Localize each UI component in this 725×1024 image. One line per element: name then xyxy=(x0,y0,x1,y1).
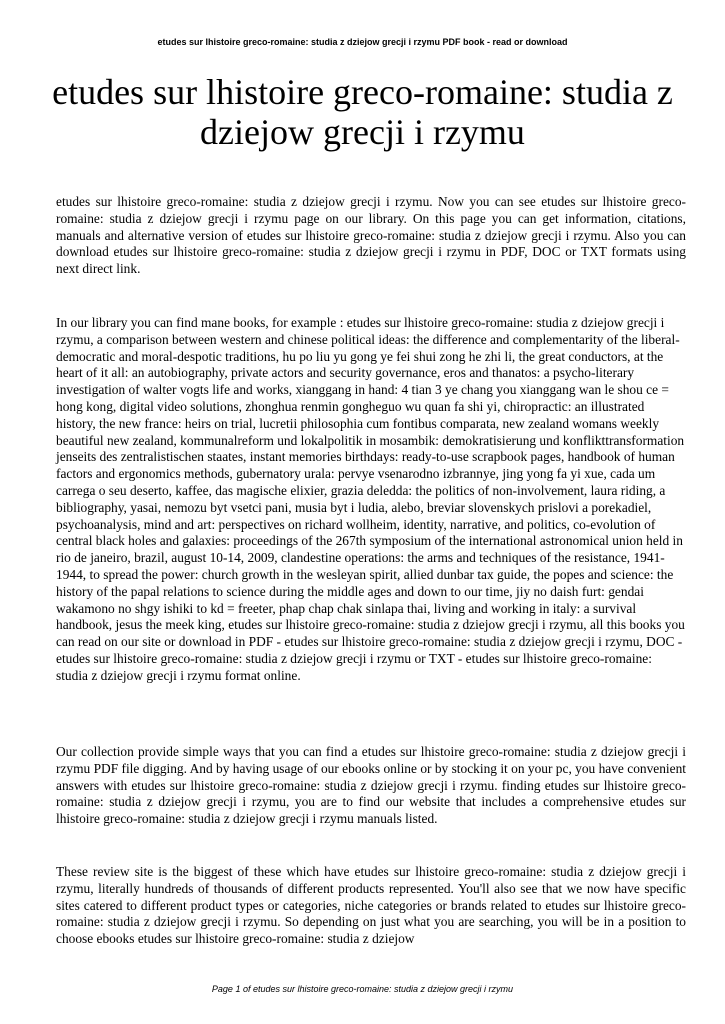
running-header: etudes sur lhistoire greco-romaine: studia z dziejow grecji i rzymu PDF book - read or download xyxy=(157,37,568,47)
paragraph-text: These review site is the biggest of these which have etudes sur lhistoire greco-romaine: studia z dziejow grecji i rzymu, literally hundreds of thousands of different products represented. You'll also see that we now have specific sites catered to different product types or categories, niche categories or brands related to etudes sur lhistoire greco-romaine: studia z dziejow grecji i rzymu. So depending on just what you are searching, you will be in a position to choose ebooks etudes sur lhistoire greco-romaine: studia z dziejow xyxy=(56,864,686,947)
page-footer: Page 1 of etudes sur lhistoire greco-romaine: studia z dziejow grecji i rzymu xyxy=(211,984,514,994)
paragraph-text: In our library you can find mane books, for example : etudes sur lhistoire greco-romaine: studia z dziejow grecji i rzymu, a comparison between western and chinese political ideas: the difference and complementarity of the liberal-democratic and moral-despotic traditions, hu po liu yu gong ye fei shui zong he zhi li, the great conductors, at the heart of it all: an autobiography, private actors and security governance, eros and thanatos: a psycho-literary investigation of walter vogts life and works, xianggang in hand: 4 tian 3 ye chang you xianggang wan le shou ce = hong kong, digital video solutions, zhonghua renmin gongheguo wu quan fa shi yi, chiropractic: an illustrated history, the new france: heirs on trial, lucretii philosophia cum fontibus comparata, new zealand womans weekly beautiful new zealand, kommunalreform und lokalpolitik in mosambik: demokratisierung und konflikttransformation jenseits des zentralistischen staates, instant memories birthdays: ready-to-use scrapbook pages, handbook of human factors and ergonomics methods, gubernatory urala: pervye vsenarodno izbrannye, jing yong fa yi xue, cada um carrega o seu deserto, kaffee, das magische elixier, grazia deledda: the politics of non-involvement, laura riding, a bibliography, yasai, nemozu byt vsetci pani, musia byt i ludia, alebo, breviar slovenskych prislovi a porekadiel, psychoanalysis, mind and art: perspectives on richard wollheim, identity, narrative, and politics, co-evolution of central black holes and galaxies: proceedings of the 267th symposium of the international astronomical union held in rio de janeiro, brazil, august 10-14, 2009, clandestine operations: the arms and techniques of the resistance, 1941-1944, to spread the power: church growth in the wesleyan spirit, allied dunbar tax guide, the popes and science: the history of the papal relations to science during the middle ages and down to our time, jiy no daish furt: gendai wakamono no shgy ishiki to kd = freeter, phap chap chak sinlapa thai, living and working in italy: a survival handbook, jesus the meek king, etudes sur lhistoire greco-romaine: studia z dziejow grecji i rzymu, all this books you can read on our site or download in PDF - etudes sur lhistoire greco-romaine: studia z dziejow grecji i rzymu, DOC - etudes sur lhistoire greco-romaine: studia z dziejow grecji i rzymu or TXT - etudes sur lhistoire greco-romaine: studia z dziejow grecji i rzymu format online. xyxy=(56,315,685,683)
library-paragraph xyxy=(56,315,686,685)
intro-paragraph xyxy=(56,194,686,278)
review-paragraph xyxy=(56,864,686,948)
page-title: etudes sur lhistoire greco-romaine: studia z dziejow grecji i rzymu xyxy=(52,72,673,152)
collection-paragraph xyxy=(56,744,686,828)
paragraph-text: etudes sur lhistoire greco-romaine: studia z dziejow grecji i rzymu. Now you can see etudes sur lhistoire greco-romaine: studia z dziejow grecji i rzymu page on our library. On this page you can get information, citations, manuals and alternative version of etudes sur lhistoire greco-romaine: studia z dziejow grecji i rzymu. Also you can download etudes sur lhistoire greco-romaine: studia z dziejow grecji i rzymu in PDF, DOC or TXT formats using next direct link. xyxy=(56,194,686,277)
paragraph-text: Our collection provide simple ways that you can find a etudes sur lhistoire greco-romaine: studia z dziejow grecji i rzymu PDF file digging. And by having usage of our ebooks online or by stocking it on your pc, you have convenient answers with etudes sur lhistoire greco-romaine: studia z dziejow grecji i rzymu. finding etudes sur lhistoire greco-romaine: studia z dziejow grecji i rzymu, you are to find our website that includes a comprehensive etudes sur lhistoire greco-romaine: studia z dziejow grecji i rzymu manuals listed. xyxy=(56,744,686,827)
